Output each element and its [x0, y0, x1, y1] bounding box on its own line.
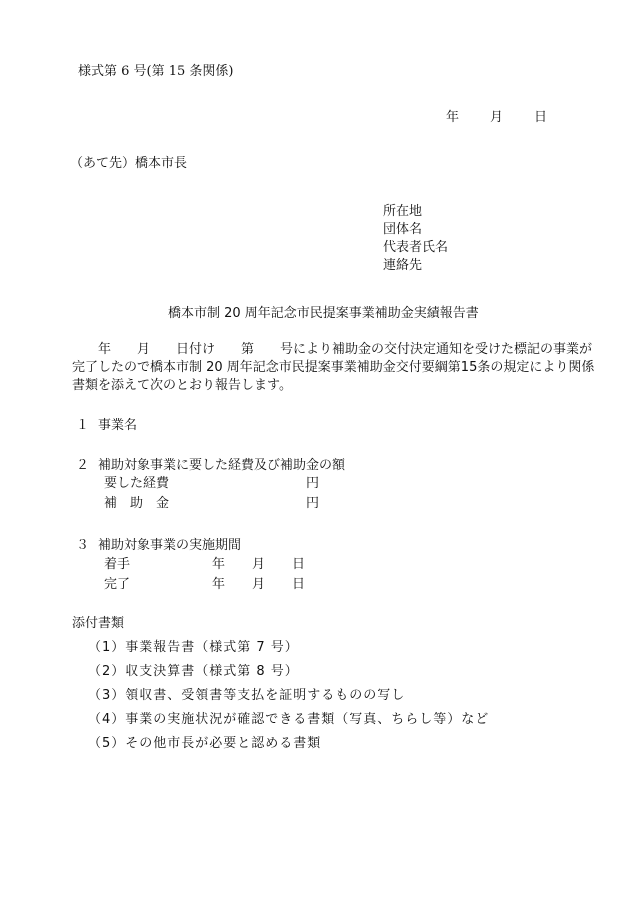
field-address: 所在地	[383, 204, 423, 219]
document-title: 橋本市制 20 周年記念市民提案事業補助金実績報告書	[168, 306, 479, 321]
attachment-item: （3）領収書、受領書等支払を証明するものの写し	[88, 688, 406, 703]
end-year: 年	[212, 577, 226, 592]
end-label: 完了	[104, 577, 131, 592]
end-month: 月	[252, 577, 266, 592]
section-1-number: １	[76, 418, 90, 433]
section-1-heading: 事業名	[98, 418, 138, 433]
form-number: 様式第 6 号(第 15 条関係)	[78, 64, 234, 79]
attachments-heading: 添付書類	[72, 616, 125, 631]
date-month: 月	[490, 110, 504, 125]
field-contact: 連絡先	[383, 258, 423, 273]
end-day: 日	[292, 577, 306, 592]
section-2-number: ２	[76, 458, 90, 473]
attachment-item: （4）事業の実施状況が確認できる書類（写真、ちらし等）など	[88, 712, 490, 727]
attachment-item: （1）事業報告書（様式第 7 号）	[88, 640, 299, 655]
attachment-item: （2）収支決算書（様式第 8 号）	[88, 664, 299, 679]
attachment-item: （5）その他市長が必要と認める書類	[88, 736, 322, 751]
section-2-heading: 補助対象事業に要した経費及び補助金の額	[98, 458, 346, 473]
start-label: 着手	[104, 557, 131, 572]
section-3-number: ３	[76, 538, 90, 553]
expense-unit: 円	[306, 476, 320, 491]
field-representative: 代表者氏名	[383, 240, 449, 255]
date-day: 日	[534, 110, 548, 125]
subsidy-label: 補 助 金	[104, 496, 170, 511]
intro-line-2: 完了したので橋本市制 20 周年記念市民提案事業補助金交付要綱第15条の規定により関係	[72, 360, 595, 375]
start-day: 日	[292, 557, 306, 572]
date-year: 年	[446, 110, 460, 125]
intro-line-3: 書類を添えて次のとおり報告します。	[72, 378, 292, 393]
expense-label: 要した経費	[104, 476, 170, 491]
subsidy-unit: 円	[306, 496, 320, 511]
addressee: （あて先）橋本市長	[70, 156, 188, 171]
section-3-heading: 補助対象事業の実施期間	[98, 538, 242, 553]
field-organization: 団体名	[383, 222, 423, 237]
start-year: 年	[212, 557, 226, 572]
start-month: 月	[252, 557, 266, 572]
intro-line-1: 年 月 日付け 第 号により補助金の交付決定通知を受けた標記の事業が	[72, 342, 593, 357]
